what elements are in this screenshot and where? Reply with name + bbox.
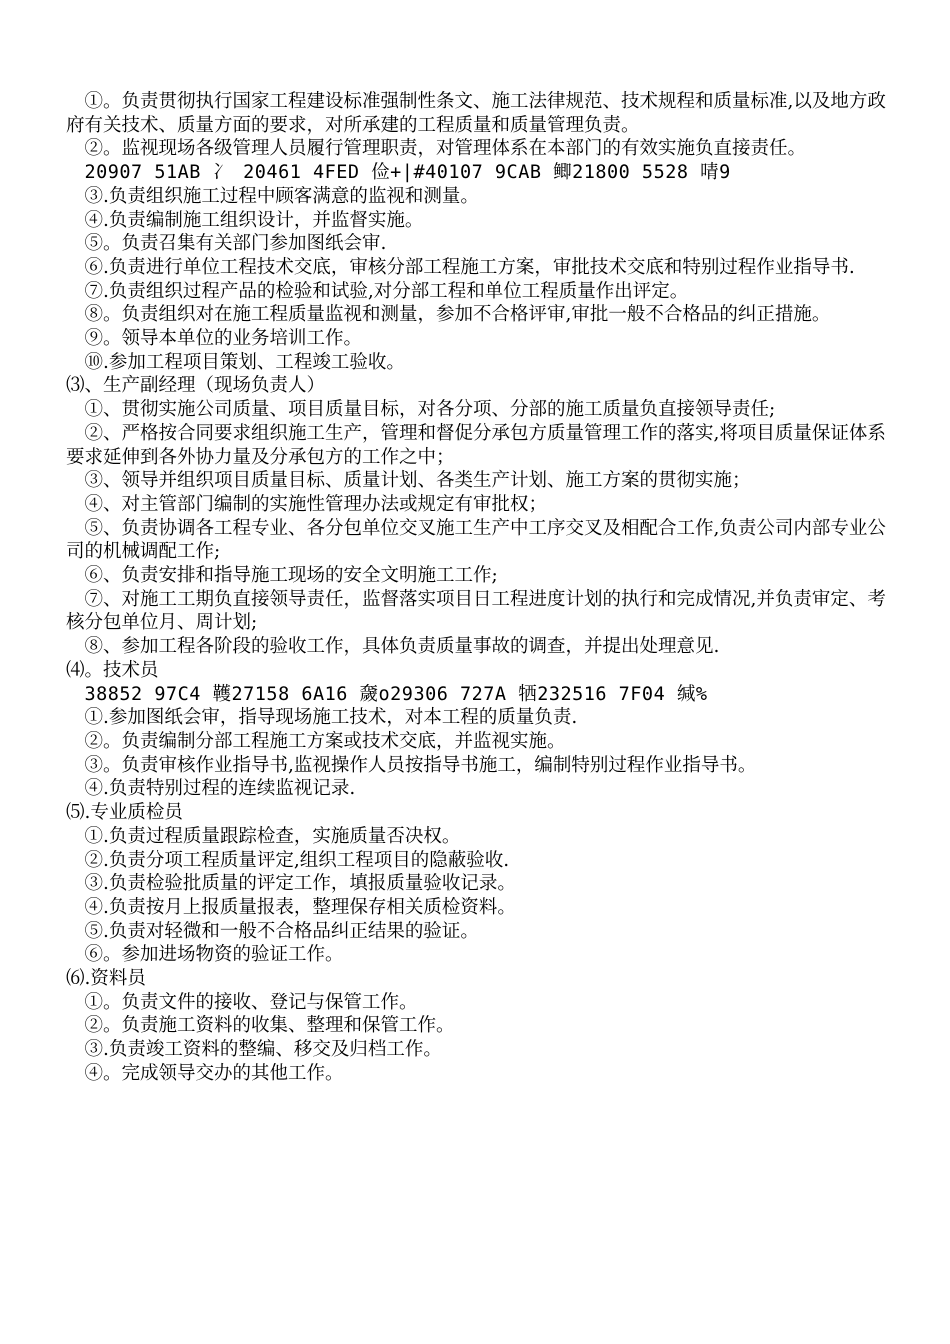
paragraph: ③.负责竣工资料的整编、移交及归档工作。 bbox=[84, 1039, 442, 1061]
paragraph: ①、贯彻实施公司质量、项目质量目标，对各分项、分部的施工质量负直接领导责任; bbox=[84, 399, 776, 421]
garbled-text-line: 20907 51AB 冫 20461 4FED 俭+|#40107 9CAB 鲫21800 5528 啨9 bbox=[84, 162, 731, 184]
paragraph: ②.负责分项工程质量评定,组织工程项目的隐蔽验收. bbox=[84, 849, 510, 871]
paragraph: ③.负责组织施工过程中顾客满意的监视和测量。 bbox=[84, 185, 479, 207]
paragraph: ②、严格按合同要求组织施工生产，管理和督促分承包方质量管理工作的落实,将项目质量保证体系要求延伸到各外协力量及分承包方的工作之中； bbox=[66, 422, 886, 468]
paragraph: ⑦、对施工工期负直接领导责任，监督落实项目日工程进度计划的执行和完成情况,并负责审定、考核分包单位月、周计划; bbox=[66, 588, 886, 634]
paragraph: ①。负责贯彻执行国家工程建设标准强制性条文、施工法律规范、技术规程和质量标准,以及地方政府有关技术、质量方面的要求，对所承建的工程质量和质量管理负责。 bbox=[66, 91, 886, 136]
paragraph: ③。负责审核作业指导书,监视操作人员按指导书施工，编制特别过程作业指导书。 bbox=[84, 754, 757, 776]
paragraph: ④、对主管部门编制的实施性管理办法或规定有审批权； bbox=[84, 493, 548, 515]
document-body bbox=[66, 90, 890, 1086]
garbled-text-line: 38852 97C4 韄27158 6A16 奯o29306 727A 牺232516 7F04 缄% bbox=[84, 683, 708, 705]
paragraph: ⑤。负责召集有关部门参加图纸会审. bbox=[84, 233, 387, 255]
paragraph: ⑥.负责进行单位工程技术交底，审核分部工程施工方案，审批技术交底和特别过程作业指导书. bbox=[84, 256, 855, 278]
paragraph: ④.负责按月上报质量报表，整理保存相关质检资料。 bbox=[84, 896, 516, 918]
paragraph: ③.负责检验批质量的评定工作，填报质量验收记录。 bbox=[84, 873, 516, 895]
paragraph: ⑤.负责对轻微和一般不合格品纠正结果的验证。 bbox=[84, 920, 479, 942]
section-heading: ⑶、生产副经理（现场负责人） bbox=[66, 375, 326, 397]
section-heading: ⑷。技术员 bbox=[66, 659, 159, 681]
paragraph: ⑤、负责协调各工程专业、各分包单位交叉施工生产中工序交叉及相配合工作,负责公司内部专业公司的机械调配工作; bbox=[66, 517, 886, 563]
section-heading: ⑹.资料员 bbox=[66, 968, 146, 990]
paragraph: ②。负责编制分部工程施工方案或技术交底，并监视实施。 bbox=[84, 730, 566, 752]
paragraph: ①.参加图纸会审，指导现场施工技术，对本工程的质量负责. bbox=[84, 707, 578, 729]
paragraph: ③、领导并组织项目质量目标、质量计划、各类生产计划、施工方案的贯彻实施； bbox=[84, 470, 751, 492]
paragraph: ⑧、参加工程各阶段的验收工作，具体负责质量事故的调查，并提出处理意见. bbox=[84, 636, 720, 658]
paragraph: ②。监视现场各级管理人员履行管理职责，对管理体系在本部门的有效实施负直接责任。 bbox=[84, 138, 807, 160]
paragraph: ⑥、负责安排和指导施工现场的安全文明施工工作; bbox=[84, 565, 498, 587]
paragraph: ①.负责过程质量跟踪检查，实施质量否决权。 bbox=[84, 825, 461, 847]
paragraph: ②。负责施工资料的收集、整理和保管工作。 bbox=[84, 1015, 455, 1037]
paragraph: ⑩.参加工程项目策划、工程竣工验收。 bbox=[84, 351, 405, 373]
paragraph: ⑦.负责组织过程产品的检验和试验,对分部工程和单位工程质量作出评定。 bbox=[84, 280, 689, 302]
paragraph: ①。负责文件的接收、登记与保管工作。 bbox=[84, 991, 418, 1013]
paragraph: ④.负责特别过程的连续监视记录. bbox=[84, 778, 356, 800]
paragraph: ④。完成领导交办的其他工作。 bbox=[84, 1062, 344, 1084]
paragraph: ④.负责编制施工组织设计，并监督实施。 bbox=[84, 209, 424, 231]
paragraph: ⑨。领导本单位的业务培训工作。 bbox=[84, 328, 363, 350]
paragraph: ⑧。负责组织对在施工程质量监视和测量，参加不合格评审,审批一般不合格品的纠正措施。 bbox=[84, 304, 831, 326]
paragraph: ⑥。参加进场物资的验证工作。 bbox=[84, 944, 344, 966]
section-heading: ⑸.专业质检员 bbox=[66, 802, 183, 824]
